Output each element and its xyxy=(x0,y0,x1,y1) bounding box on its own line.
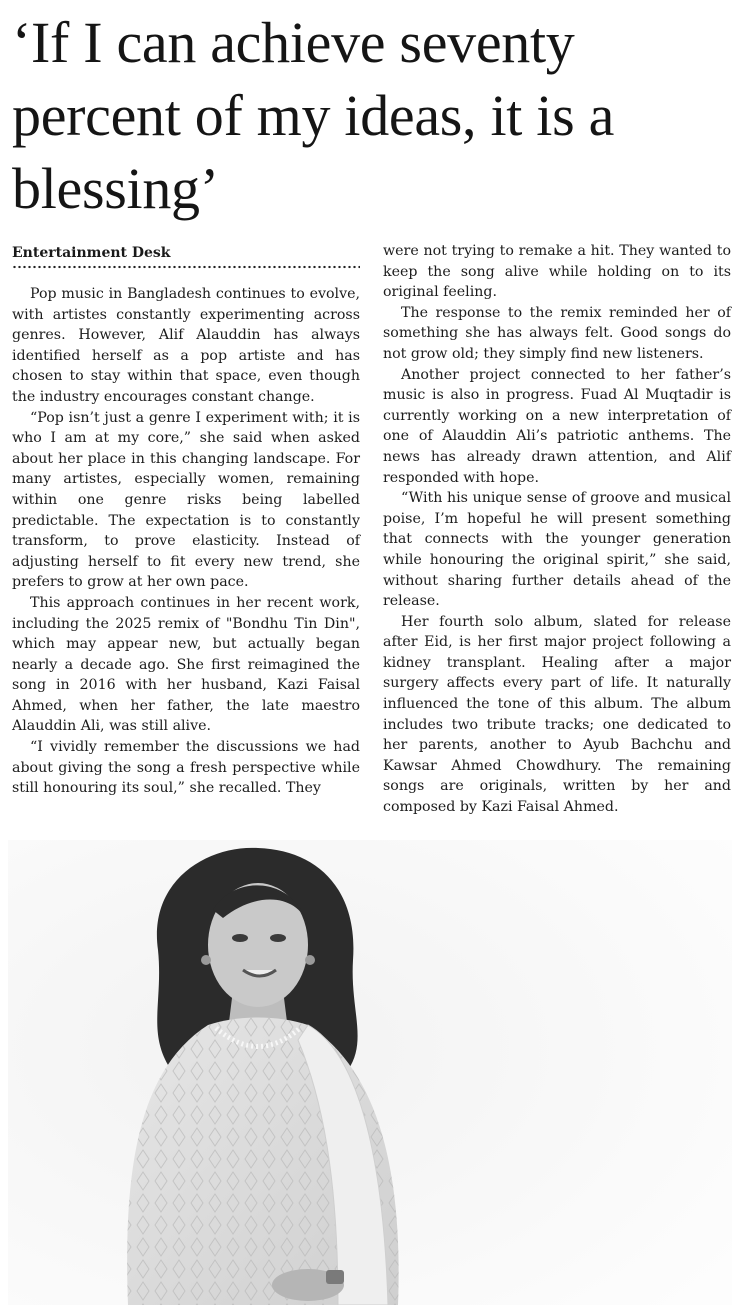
paragraph: The response to the remix reminded her of something she has always felt. Good songs do not grow old; they simply find new listeners. xyxy=(383,304,731,362)
dotted-divider xyxy=(12,265,360,269)
article-column-left xyxy=(12,284,360,799)
paragraph: Another project connected to her father’s music is also in progress. Fuad Al Muqtadir is currently working on a new interpretation of one of Alauddin Ali’s patriotic anthems. The news has already drawn attention, and Alif responded with hope. xyxy=(383,366,731,486)
byline-block xyxy=(12,244,360,269)
paragraph-continuation: were not trying to remake a hit. They wanted to keep the song alive while holding on to its original feeling. xyxy=(383,243,731,301)
article-column-right xyxy=(383,241,731,818)
paragraph: “I vividly remember the discussions we had about giving the song a fresh perspective while still honouring its soul,” she recalled. They xyxy=(12,739,360,797)
byline: Entertainment Desk xyxy=(12,245,171,261)
headline: ‘If I can achieve seventy percent of my ideas, it is a blessing’ xyxy=(12,10,615,221)
paragraph: “With his unique sense of groove and musical poise, I’m hopeful he will present something that connects with the younger generation while honouring the original spirit,” she said, without sharing further details ahead of the release. xyxy=(383,490,731,610)
portrait-illustration xyxy=(8,840,732,1305)
paragraph: Pop music in Bangladesh continues to evolve, with artistes constantly experimenting across genres. However, Alif Alauddin has always identified herself as a pop artiste and has chosen to stay within that space, even though the industry encourages constant change. xyxy=(12,286,360,405)
portrait-photo xyxy=(8,840,732,1305)
paragraph: This approach continues in her recent work, including the 2025 remix of "Bondhu Tin Din", which may appear new, but actually began nearly a decade ago. She first reimagined the song in 2016 with her husband, Kazi Faisal Ahmed, when her father, the late maestro Alauddin Ali, was still alive. xyxy=(12,594,360,735)
paragraph: Her fourth solo album, slated for release after Eid, is her first major project following a kidney transplant. Healing after a major surgery affects every part of life. It naturally influenced the tone of this album. The album includes two tribute tracks; one dedicated to her parents, another to Ayub Bachchu and Kawsar Ahmed Chowdhury. The remaining songs are originals, written by her and composed by Kazi Faisal Ahmed. xyxy=(383,613,731,816)
paragraph: “Pop isn’t just a genre I experiment with; it is who I am at my core,” she said when asked about her place in this changing landscape. For many artistes, especially women, remaining within one genre risks being labelled predictable. The expectation is to constantly transform, to prove elasticity. Instead of adjusting herself to fit every new trend, she prefers to grow at her own pace. xyxy=(12,409,360,591)
